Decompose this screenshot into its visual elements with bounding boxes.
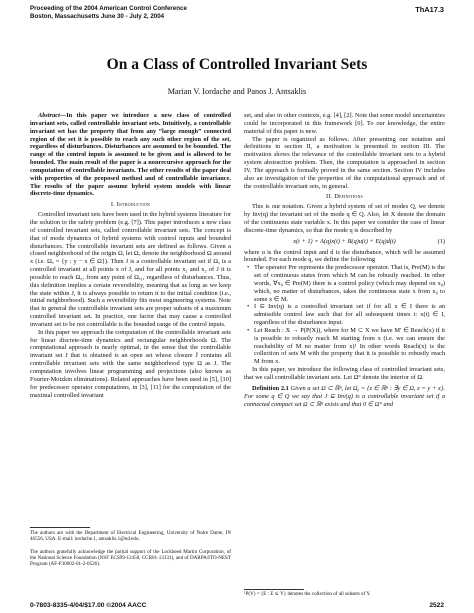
- footnote-divider: [30, 527, 90, 528]
- intro-paragraph-2: In this paper we approach the computation of the controllable invariant sets for linear discrete-time dynamics and rectangular neighborhoods Ω. The computational approach is nearly optimal, in the sense that the controllable invariant set J that is obtained is an open set whose closure J̄ contains all controllable invariant sets with the same neighborhood type Ω as J. The computation involves linear programming and projections (also known as Fourier-Motzkin eliminations). Related approaches have been used in [5], [10] for predecessor operator computations, in [3], [11] for the computation of the maximal controlled invariant: [30, 328, 231, 399]
- right-paragraph-3: This is our notation. Given a hybrid system of set of modes Q, we denote by Inv(q) the invariant set of the mode q ∈ Q. Also, let X denote the domain of the continuous state variable x. In this paper we consider the case of linear discrete-time dynamics, so that the mode q is described by: [244, 203, 445, 234]
- section-heading-introduction: I. Introduction: [110, 201, 151, 209]
- section-heading-definitions: II. Definitions: [326, 193, 363, 201]
- footnote-divider-right: [244, 589, 304, 590]
- conference-header: [30, 5, 187, 21]
- abstract-text: In this paper we introduce a new class of controlled invariant sets, called controllable invariant sets. Intuitively, a controllable invariant set has the property that from any “large enough” connected region of the set it is possible to reach any such other region of the set, regardless of disturbances. Disturbances are assumed to be bounded. The range of the control inputs is assumed to be given and is allowed to be bounded. The main result of the paper is a nonrecursive approach for the computation of controllable invariants. The other results of the paper deal with properties of the proposed method and of controllable invariance. The results of the paper assume hybrid system models with linear discrete-time dynamics.: [30, 112, 231, 198]
- abstract: [30, 112, 231, 198]
- definition-text: Given a set Ω ⊂ ℝⁿ, let Ωᵪ = {z ∈ ℝⁿ : ∃y ∈ Ω, z = y + x}. For some q ∈ Q we say that J ⊆ Inv(q) is a controllable invariant set if a connected compact set Ω ⊂ ℝⁿ exists and that 0 ∈ Ω° and: [244, 384, 445, 408]
- definition-bullets: [244, 264, 445, 366]
- footnote-affiliation: The authors are with the Department of Electrical Engineering, University of Notre Dame, IN 46556, USA. E-mail: iordache.1, antsaklis.1@nd.edu.: [30, 530, 231, 543]
- footnote-powerset: ¹P(Y) = {E : E ⊆ Y} denotes the collection of all subsets of Y.: [244, 591, 371, 597]
- equation-1: [244, 238, 445, 246]
- definition-2-1: [244, 385, 445, 409]
- equation-number: (1): [437, 237, 445, 245]
- abstract-label: Abstract—: [38, 112, 67, 119]
- right-paragraph-1: set, and also in other contexts, e.g. [4], [2]. Note that some model uncertainties could be incorporated in this framework [6]. To our knowledge, the entire material of this paper is new.: [244, 112, 445, 135]
- paper-title: On a Class of Controlled Invariant Sets: [106, 56, 368, 73]
- isbn-copyright: 0-7803-8335-4/04/$17.00 ©2004 AACC: [30, 602, 147, 609]
- equation-body: x(t + 1) = A(q)x(t) + B(q)u(t) + E(q)d(t): [293, 237, 396, 245]
- right-paragraph-5: In this paper, we introduce the following class of controlled invariant sets, that we call controllable invariant sets. Let Ω° denote the interior of Ω.: [244, 366, 445, 381]
- right-paragraph-2: The paper is organized as follows. After presenting our notation and definitions in section II, a motivation is presented in section III. The motivation shows the relevance of the controllable invariant sets to a hybrid system abstraction problem. Then, the computation is approached in section IV. The approach is formally proved in the same section. Section IV includes also an investigation of the properties of the computational approach and of the controllable invariant sets, in general.: [244, 135, 445, 190]
- bullet-pre-operator: • The operator Pre represents the predecessor operator. That is, Pre(M) is the set of continuous states from which M can be robustly reached. In other words, ∀x₀ ∈ Pre(M) there is a control policy (which may depend on x₀) which, no matter of disturbances, takes the continuous state x from x₀ to some x ∈ M.: [254, 264, 445, 303]
- left-column: [30, 112, 231, 399]
- conference-location: Boston, Massachusetts June 30 - July 2, 2004: [30, 13, 165, 20]
- intro-paragraph-1: Controlled invariant sets have been used in the hybrid systems literature for the solution to the safety problem (e.g. [7]). This paper introduces a new class of controlled invariant sets, called controllable invariant sets. The concept is that of mode dynamics of hybrid systems with control inputs and bounded disturbances. The controllable invariant sets are defined as follows. Given a closed neighborhood of the origin Ω, let Ωₓ denote the neighborhood Ω around x (i.e. Ωₓ = {y : y − x ∈ Ω}). Then J is a controllable invariant set if Ωₓ is a controlled invariant at all points x of J, and for all points x₁ and x₂ of J it is possible to reach Ωₓ₂ from any point of Ωₓ₁, regardless of disturbances. Thus, this definition implies a certain reversibility, meaning that as long as we keep the state within J, it is always possible to return it to the initial condition (i.e., initial neighborhood). Such a reversibility fits most engineering systems. Note that in general the controllable invariant sets are proper subsets of a maximum controlled invariant set. In practice, one factor that may cause a controlled invariant set to be not controllable is the bounded range of the control inputs.: [30, 211, 231, 328]
- session-code: ThA17.3: [415, 5, 444, 14]
- footnote-funding: The authors gratefully acknowledge the partial support of the Lockheed Martin Corporation, of the National Science Foundation (NSF ECS99-12458, CCR01-13131), and of DARPA/ITO-NEST Program (AF-F30602-01-2-0526).: [30, 549, 231, 568]
- right-column: [244, 112, 445, 408]
- page-number: 2522: [429, 602, 444, 609]
- definition-label: Definition 2.1: [252, 384, 289, 392]
- conference-name: Proceeding of the 2004 American Control Conference: [30, 5, 187, 12]
- bullet-reach: • Let Reach : X → P(P(X)), where for M ⊂ X we have M′ ∈ Reach(x) if it is possible to robustly reach M starting from x (i.e. we can ensure the reachability of M no matter from x)¹ In other words Reach(x) is the collection of sets M with the property that it is possible to robustly reach M from x.: [254, 327, 445, 366]
- bullet-controlled-invariant: • I ⊆ Inv(q) is a controlled invariant set if for all x ∈ I there is an admissible control law such that for all subsequent times t: x(t) ∈ I, regardless of the disturbance input.: [254, 303, 445, 327]
- right-paragraph-4: where u is the control input and d is the disturbance, which will be assumed bounded. For each mode q, we define the following: [244, 248, 445, 264]
- paper-authors: Marian V. Iordache and Panos J. Antsaklis: [167, 87, 307, 96]
